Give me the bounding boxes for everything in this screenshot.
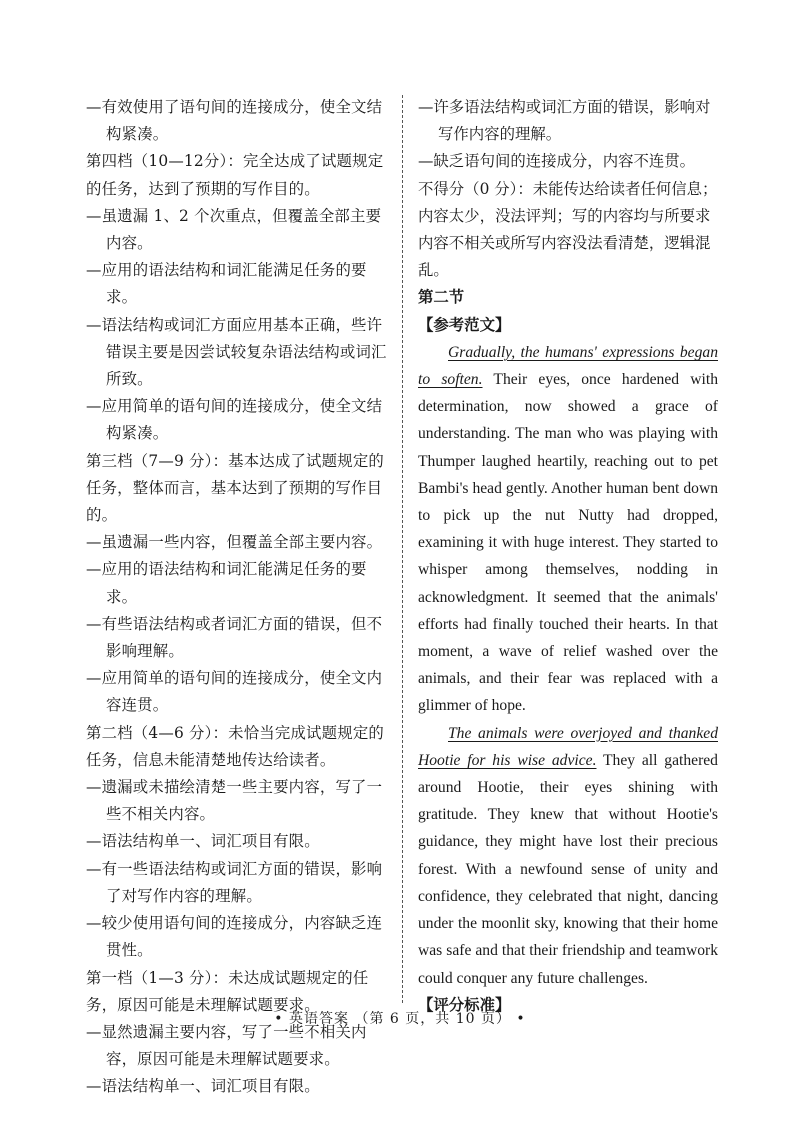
left-item: 第三档（7—9 分）：基本达成了试题规定的任务，整体而言，基本达到了预期的写作目的。 bbox=[86, 451, 385, 525]
grading-heading: 【评分标准】 bbox=[418, 995, 511, 1014]
left-column bbox=[86, 94, 392, 1101]
left-item: —应用简单的语句间的连接成分，使全文结构紧凑。 bbox=[86, 397, 383, 443]
reference-heading: 【参考范文】 bbox=[418, 315, 511, 334]
section-title: 第二节 bbox=[418, 288, 465, 307]
left-item: —有效使用了语句间的连接成分，使全文结构紧凑。 bbox=[86, 98, 383, 144]
essay-lead-sentence: The animals were overjoyed and thanked Hootie for his wise advice. bbox=[418, 724, 718, 769]
left-item: —显然遗漏主要内容，写了一些不相关内容，原因可能是未理解试题要求。 bbox=[86, 1022, 367, 1069]
left-item: —应用的语法结构和词汇能满足任务的要求。 bbox=[86, 261, 367, 307]
left-item: —虽遗漏 1、2 个次重点，但覆盖全部主要内容。 bbox=[86, 206, 382, 253]
left-item: —有一些语法结构或词汇方面的错误，影响了对写作内容的理解。 bbox=[86, 859, 383, 905]
left-item: —遗漏或未描绘清楚一些主要内容，写了一些不相关内容。 bbox=[86, 778, 383, 824]
essay-body: They all gathered around Hootie, their eyes shining with gratitude. They knew that without Hootie's guidance, they might have lost their precious forest. With a newfound sense of unity and confidence, they celebrated that night, dancing under the moonlit sky, knowing that their home was safe and that their friendship and teamwork could conquer any future challenges. bbox=[418, 751, 718, 987]
left-item: —语法结构单一、词汇项目有限。 bbox=[86, 832, 320, 851]
right-item: 不得分（0 分）：未能传达给读者任何信息；内容太少，没法评判；写的内容均与所要求内容不相关或所写内容没法看清楚，逻辑混乱。 bbox=[418, 179, 718, 280]
left-item: 第二档（4—6 分）：未恰当完成试题规定的任务，信息未能清楚地传达给读者。 bbox=[86, 723, 385, 769]
right-column bbox=[418, 94, 718, 1019]
essay-paragraph-1 bbox=[418, 339, 718, 720]
right-item: —许多语法结构或词汇方面的错误，影响对写作内容的理解。 bbox=[418, 98, 711, 144]
left-item: —虽遗漏一些内容，但覆盖全部主要内容。 bbox=[86, 533, 383, 552]
left-item: —较少使用语句间的连接成分，内容缺乏连贯性。 bbox=[86, 914, 383, 960]
left-item: —应用简单的语句间的连接成分，使全文内容连贯。 bbox=[86, 669, 383, 715]
page-footer: • 英语答案 （第 6 页，共 10 页） • bbox=[274, 1011, 526, 1027]
essay-body: Their eyes, once hardened with determination, now showed a grace of understanding. The man who was playing with Thumper laughed heartily, reaching out to pet Bambi's head gently. Another human bent down to pick up the nut Nutty had dropped, examining it with huge interest. They started to whisper among themselves, nodding in acknowledgment. It seemed that the animals' efforts had finally touched their hearts. In that moment, a wave of relief washed over the animals, and their fear was replaced with a glimmer of hope. bbox=[418, 371, 718, 715]
essay-paragraph-2 bbox=[418, 720, 718, 992]
essay-lead-sentence: Gradually, the humans' expressions began to soften. bbox=[418, 343, 718, 389]
right-item: —缺乏语句间的连接成分，内容不连贯。 bbox=[418, 152, 696, 171]
left-item: —语法结构单一、词汇项目有限。 bbox=[86, 1077, 320, 1096]
left-item: —有些语法结构或者词汇方面的错误，但不影响理解。 bbox=[86, 614, 383, 661]
left-item: 第四档（10—12分）：完全达成了试题规定的任务，达到了预期的写作目的。 bbox=[86, 152, 384, 198]
left-item: —语法结构或词汇方面应用基本正确，些许错误主要是因尝试较复杂语法结构或词汇所致。 bbox=[86, 315, 387, 389]
left-item: —应用的语法结构和词汇能满足任务的要求。 bbox=[86, 560, 367, 606]
left-item: 第一档（1—3 分）：未达成试题规定的任务，原因可能是未理解试题要求。 bbox=[86, 968, 369, 1014]
column-divider bbox=[402, 95, 403, 1003]
